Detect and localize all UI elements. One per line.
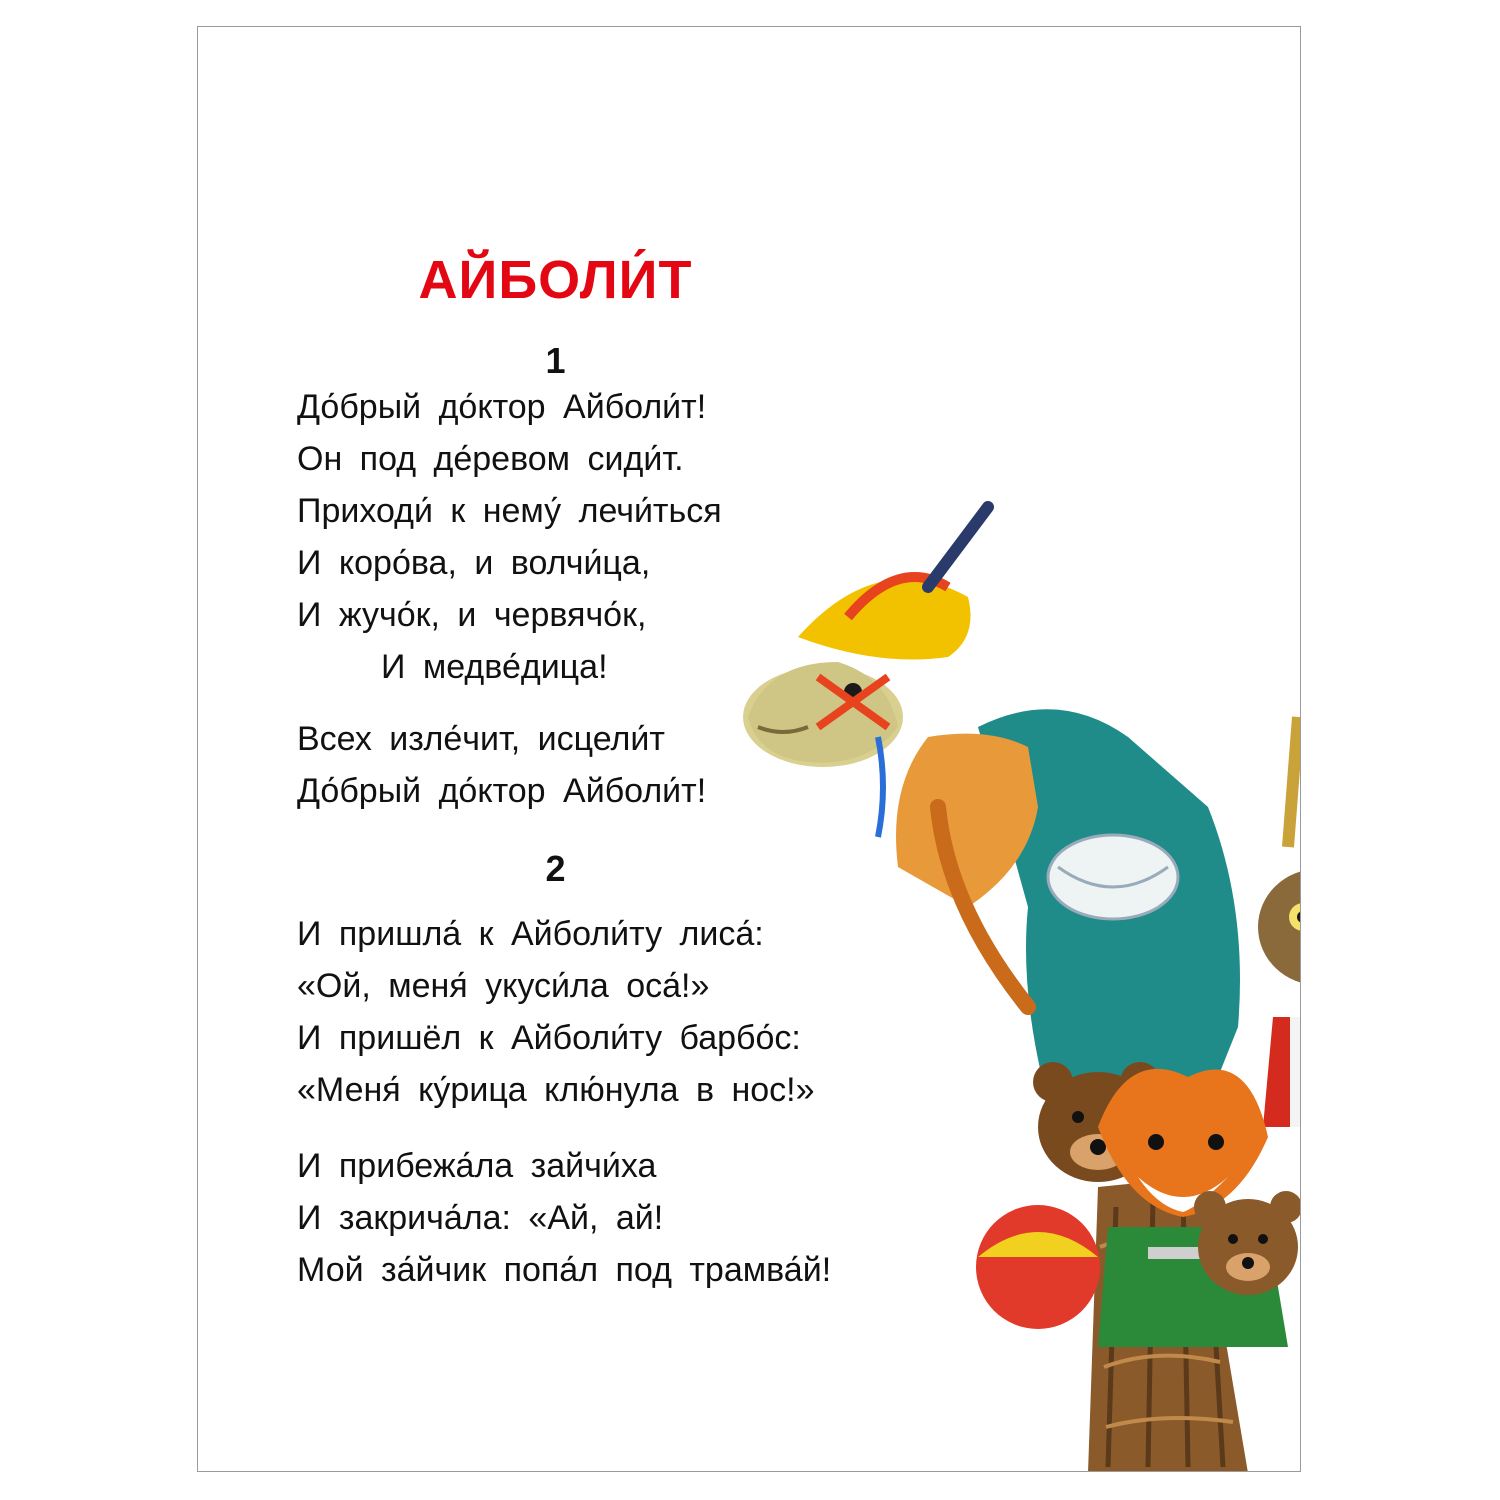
verse-line: И прибежа́ла зайчи́ха — [297, 1147, 657, 1185]
verse-line: «Меня́ ку́рица клю́нула в нос!» — [297, 1071, 815, 1109]
verse-line: И коро́ва, и волчи́ца, — [297, 544, 651, 582]
goat-character — [1258, 717, 1301, 1127]
verse-line: До́брый до́ктор Айболи́т! — [297, 388, 707, 426]
ball — [976, 1205, 1100, 1329]
verse-line: До́брый до́ктор Айболи́т! — [297, 772, 707, 810]
verse-line: Приходи́ к нему́ лечи́ться — [297, 492, 722, 530]
verse-line: И закрича́ла: «Ай, ай! — [297, 1199, 664, 1237]
verse-line: И пришла́ к Айболи́ту лиса́: — [297, 915, 764, 953]
verse-line: Он под де́ревом сиди́т. — [297, 440, 684, 478]
horse-character — [743, 507, 1240, 1137]
verse-line: Всех изле́чит, исцели́т — [297, 720, 665, 758]
stanza-1-2 — [297, 713, 706, 817]
poem-title: АЙБОЛИ́Т — [418, 250, 693, 310]
section-number-2: 2 — [545, 848, 566, 889]
section-number-1: 1 — [545, 340, 566, 381]
verse-line: И медве́дица! — [381, 648, 608, 686]
animals-at-tree-illustration — [728, 487, 1301, 1472]
verse-line: И жучо́к, и червячо́к, — [297, 596, 647, 634]
book-page — [197, 26, 1301, 1472]
verse-line: «Ой, меня́ укуси́ла оса́!» — [297, 967, 710, 1005]
verse-line: И пришёл к Айболи́ту барбо́с: — [297, 1019, 801, 1057]
stanza-1-1 — [297, 381, 722, 693]
verse-line: Мой за́йчик попа́л под трамва́й! — [297, 1251, 832, 1289]
